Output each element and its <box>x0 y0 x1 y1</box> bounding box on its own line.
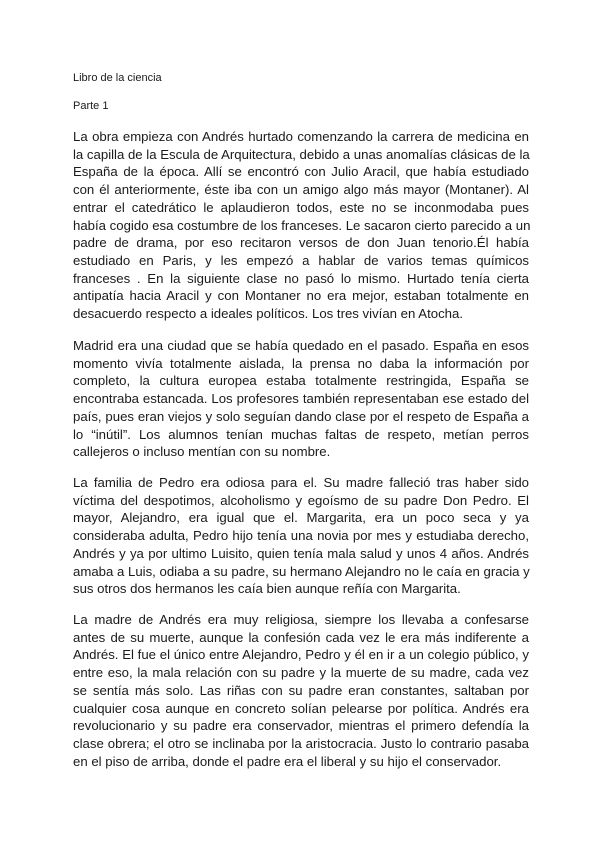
text-line: La madre de Andrés era muy religiosa, siempre los llevaba a confesarse <box>73 612 529 627</box>
text-line: clase obrera; el otro se inclinaba por la aristocracia. Justo lo contrario pasaba <box>73 735 529 751</box>
text-line: entrar el catedrático le aplaudieron todos, este no se inconmodaba pues <box>73 199 529 215</box>
text-line: sus otros dos hermanos les caía bien aunque reñía con Margarita. <box>73 581 461 597</box>
paragraph-1 <box>73 128 543 323</box>
text-line: había cogido esa costumbre de los franceses. Le sacaron cierto parecido a un <box>73 217 531 233</box>
text-line: estudiado en Paris, y les empezó a hablar de varios temas químicos <box>73 252 529 268</box>
text-line: momento vivía totalmente aislada, la prensa no daba la información por <box>73 355 529 371</box>
text-line: antes de su muerte, aunque la confesión cada vez le era más indiferente a <box>73 629 529 645</box>
text-line: amaba a Luis, odiaba a su padre, su hermano Alejandro no le caía en gracia y <box>73 563 530 579</box>
text-line: país, pues eran viejos y solo seguían dando clase por el respeto de España a <box>73 408 529 424</box>
text-line: consideraba adulta, Pedro hijo tenía una novia por mes y estudiaba derecho, <box>73 528 529 544</box>
paragraph-4 <box>73 611 543 770</box>
text-line: callejeros o incluso mentían con su nombre. <box>73 444 331 460</box>
text-line: víctima del despotimos, alcoholismo y egoísmo de su padre Don Pedro. El <box>73 492 529 508</box>
text-line: Andrés. El fue el único entre Alejandro, Pedro y él en ir a un colegio público, y <box>73 647 529 663</box>
text-line: Andrés y ya por ultimo Luisito, quien tenía mala salud y unos 4 años. Andrés <box>73 545 529 561</box>
text-line: antipatía hacia Aracil y con Montaner no era mejor, estaban totalmente en <box>73 288 529 304</box>
text-line: cualquier cosa aunque en concreto solían pelearse por política. Andrés era <box>73 700 529 716</box>
part-heading: Parte 1 <box>73 100 109 112</box>
text-line: Madrid era una ciudad que se había quedado en el pasado. España en esos <box>73 338 529 353</box>
paragraph-2 <box>73 337 543 461</box>
text-line: entre eso, la mala relación con su padre y la muerte de su madre, cada vez <box>73 665 529 681</box>
text-line: lo “inútil”. Los alumnos tenían muchas faltas de respeto, metían perros <box>73 426 529 442</box>
text-line: La obra empieza con Andrés hurtado comenzando la carrera de medicina en <box>73 129 529 144</box>
document-title: Libro de la ciencia <box>73 72 162 84</box>
text-line: completo, la cultura europea estaba totalmente restringida, España se <box>73 373 529 389</box>
paragraph-3 <box>73 474 543 598</box>
text-line: padre de drama, por eso recitaron versos de don Juan tenorio.Él había <box>73 235 529 251</box>
text-line: encontraba estancada. Los profesores también representaban ese estado del <box>73 391 529 407</box>
text-line: con él anteriormente, éste iba con un amigo algo más mayor (Montaner). Al <box>73 182 529 198</box>
text-line: se sentía más solo. Las riñas con su padre eran constantes, saltaban por <box>73 682 529 698</box>
text-line: la capilla de la Escula de Arquitectura, debido a unas anomalías clásicas de la <box>73 146 530 162</box>
text-line: en el piso de arriba, donde el padre era el liberal y su hijo el conservador. <box>73 753 502 769</box>
text-line: desacuerdo respecto a ideales políticos. Los tres vivían en Atocha. <box>73 306 463 322</box>
text-line: franceses . En la siguiente clase no pasó lo mismo. Hurtado tenía cierta <box>73 270 529 286</box>
text-line: España de la época. Allí se encontró con Julio Aracil, que había estudiado <box>73 164 529 180</box>
text-line: La familia de Pedro era odiosa para el. Su madre falleció tras haber sido <box>73 475 529 490</box>
text-line: mayor, Alejandro, era igual que el. Margarita, era un poco seca y ya <box>73 510 529 526</box>
text-line: revolucionario y su padre era conservador, mientras el primero defendía la <box>73 718 529 734</box>
